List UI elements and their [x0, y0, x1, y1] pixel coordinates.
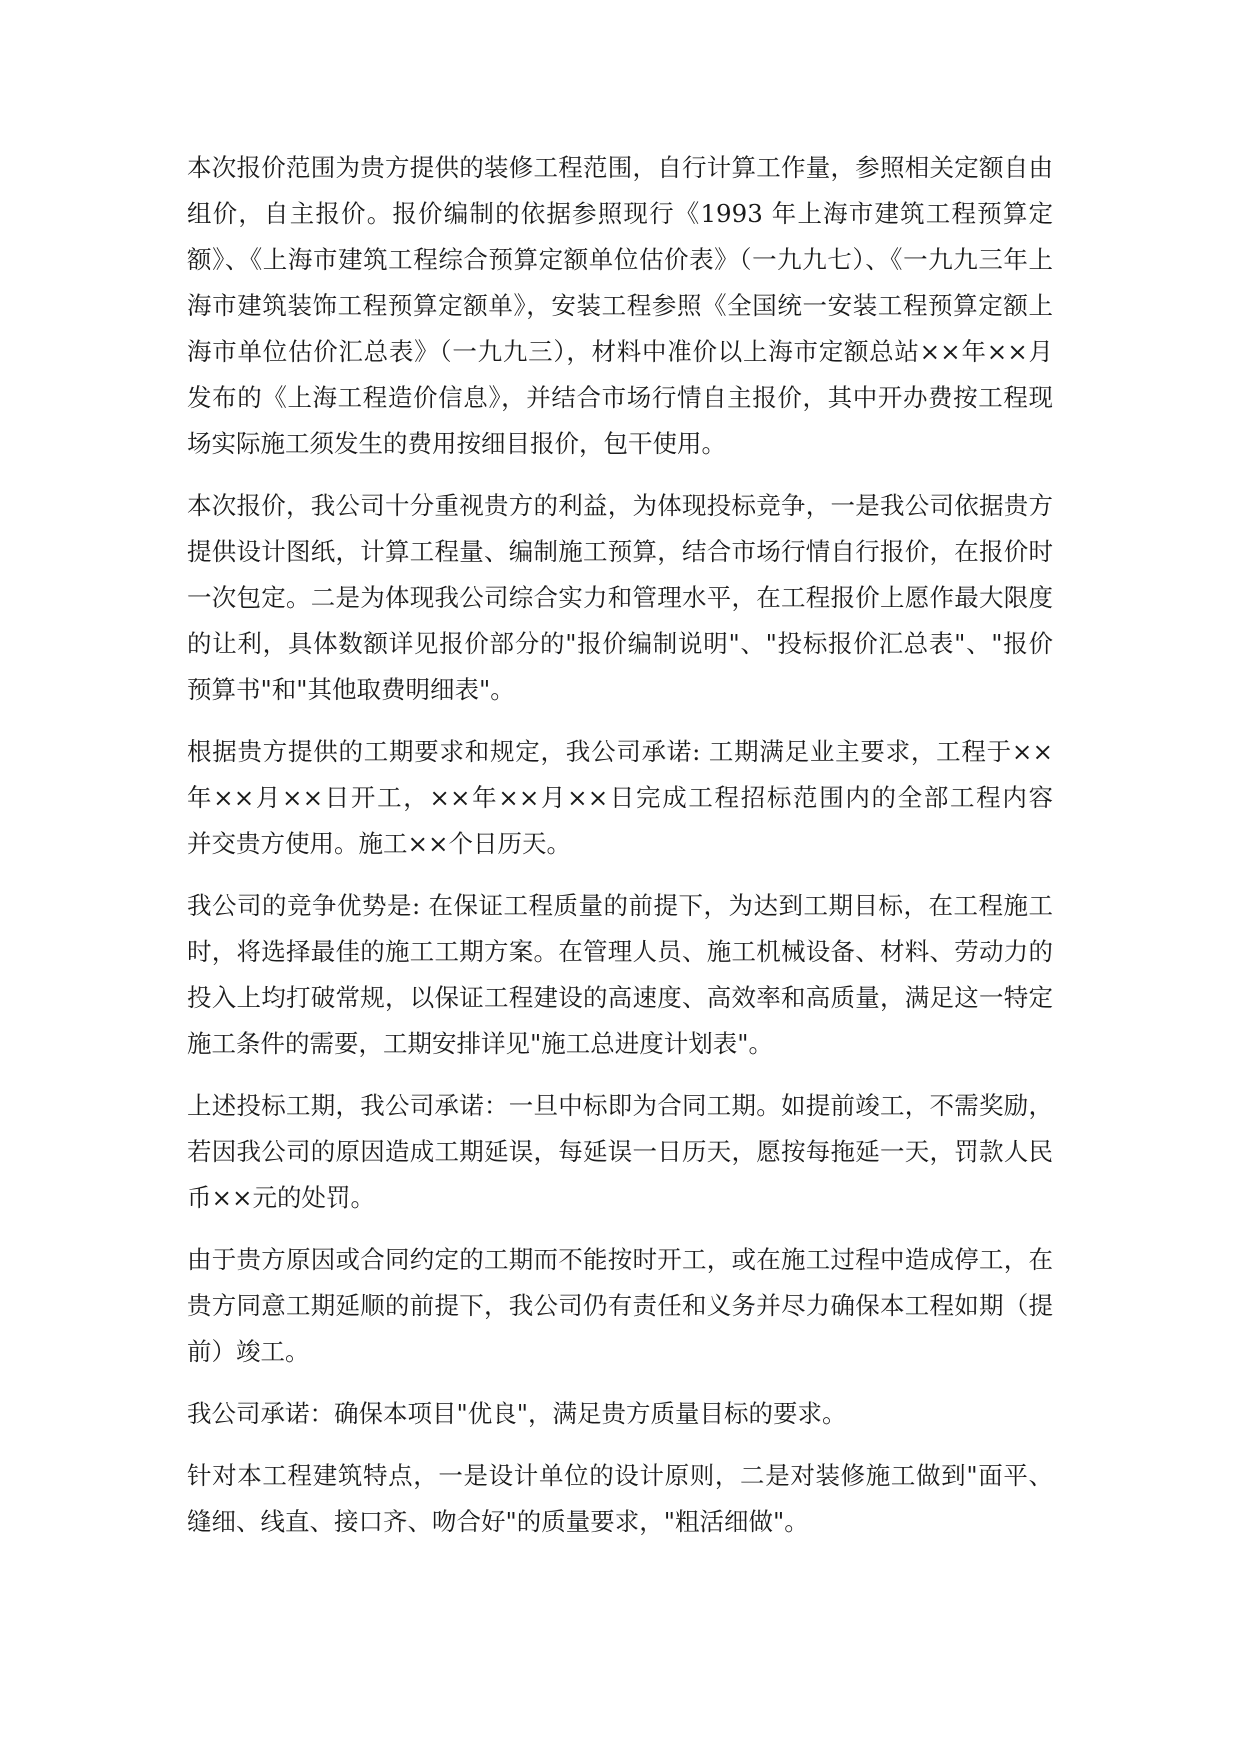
text-line: 发布的《上海工程造价信息》，并结合市场行情自主报价，其中开办费按工程现: [187, 383, 1053, 412]
paragraph-client-delay: [187, 1237, 1053, 1375]
text-line: 年××月××日开工，××年××月××日完成工程招标范围内的全部工程内容: [187, 783, 1053, 812]
text-line: 预算书"和"其他取费明细表"。: [187, 675, 515, 704]
text-line: 贵方同意工期延顺的前提下，我公司仍有责任和义务并尽力确保本工程如期（提: [187, 1291, 1053, 1320]
paragraph-delay-penalty: [187, 1083, 1053, 1221]
text-line: 并交贵方使用。施工××个日历天。: [187, 829, 572, 858]
paragraph-pricing-concession: [187, 483, 1053, 713]
text-line: 组价，自主报价。报价编制的依据参照现行《1993 年上海市建筑工程预算定: [187, 199, 1053, 228]
paragraph-schedule-commitment: [187, 729, 1053, 867]
text-line: 由于贵方原因或合同约定的工期而不能按时开工，或在施工过程中造成停工，在: [187, 1245, 1053, 1274]
text-line: 币××元的处罚。: [187, 1183, 376, 1212]
text-line: 一次包定。二是为体现我公司综合实力和管理水平，在工程报价上愿作最大限度: [187, 583, 1053, 612]
paragraph-quality-requirements: [187, 1453, 1053, 1545]
text-line: 根据贵方提供的工期要求和规定，我公司承诺: 工期满足业主要求，工程于××: [187, 737, 1053, 766]
text-line: 我公司的竞争优势是: 在保证工程质量的前提下，为达到工期目标，在工程施工: [187, 891, 1053, 920]
text-line: 额》、《上海市建筑工程综合预算定额单位估价表》（一九九七）、《一九九三年上: [187, 245, 1053, 274]
text-line: 针对本工程建筑特点，一是设计单位的设计原则，二是对装修施工做到"面平、: [187, 1461, 1053, 1490]
text-line: 缝细、线直、接口齐、吻合好"的质量要求，"粗活细做"。: [187, 1507, 809, 1536]
text-line: 上述投标工期，我公司承诺：一旦中标即为合同工期。如提前竣工，不需奖励，: [187, 1091, 1053, 1120]
paragraph-quote-scope: [187, 145, 1053, 467]
text-line: 场实际施工须发生的费用按细目报价，包干使用。: [187, 429, 726, 458]
text-line: 施工条件的需要，工期安排详见"施工总进度计划表"。: [187, 1029, 774, 1058]
text-line: 时，将选择最佳的施工工期方案。在管理人员、施工机械设备、材料、劳动力的: [187, 937, 1053, 966]
text-line: 本次报价范围为贵方提供的装修工程范围，自行计算工作量，参照相关定额自由: [187, 153, 1053, 182]
paragraph-quality-commitment: [187, 1391, 1053, 1437]
paragraph-competitive-advantage: [187, 883, 1053, 1067]
text-line: 我公司承诺：确保本项目"优良"，满足贵方质量目标的要求。: [187, 1399, 847, 1428]
text-line: 提供设计图纸，计算工程量、编制施工预算，结合市场行情自行报价，在报价时: [187, 537, 1053, 566]
text-line: 前）竣工。: [187, 1337, 310, 1366]
text-line: 海市单位估价汇总表》（一九九三），材料中准价以上海市定额总站××年××月: [187, 337, 1053, 366]
text-line: 的让利，具体数额详见报价部分的"报价编制说明"、"投标报价汇总表"、"报价: [187, 629, 1053, 658]
text-line: 若因我公司的原因造成工期延误，每延误一日历天，愿按每拖延一天，罚款人民: [187, 1137, 1053, 1166]
text-line: 海市建筑装饰工程预算定额单》，安装工程参照《全国统一安装工程预算定额上: [187, 291, 1053, 320]
text-line: 投入上均打破常规，以保证工程建设的高速度、高效率和高质量，满足这一特定: [187, 983, 1053, 1012]
document-body: [187, 145, 1053, 1561]
text-line: 本次报价，我公司十分重视贵方的利益，为体现投标竞争，一是我公司依据贵方: [187, 491, 1053, 520]
